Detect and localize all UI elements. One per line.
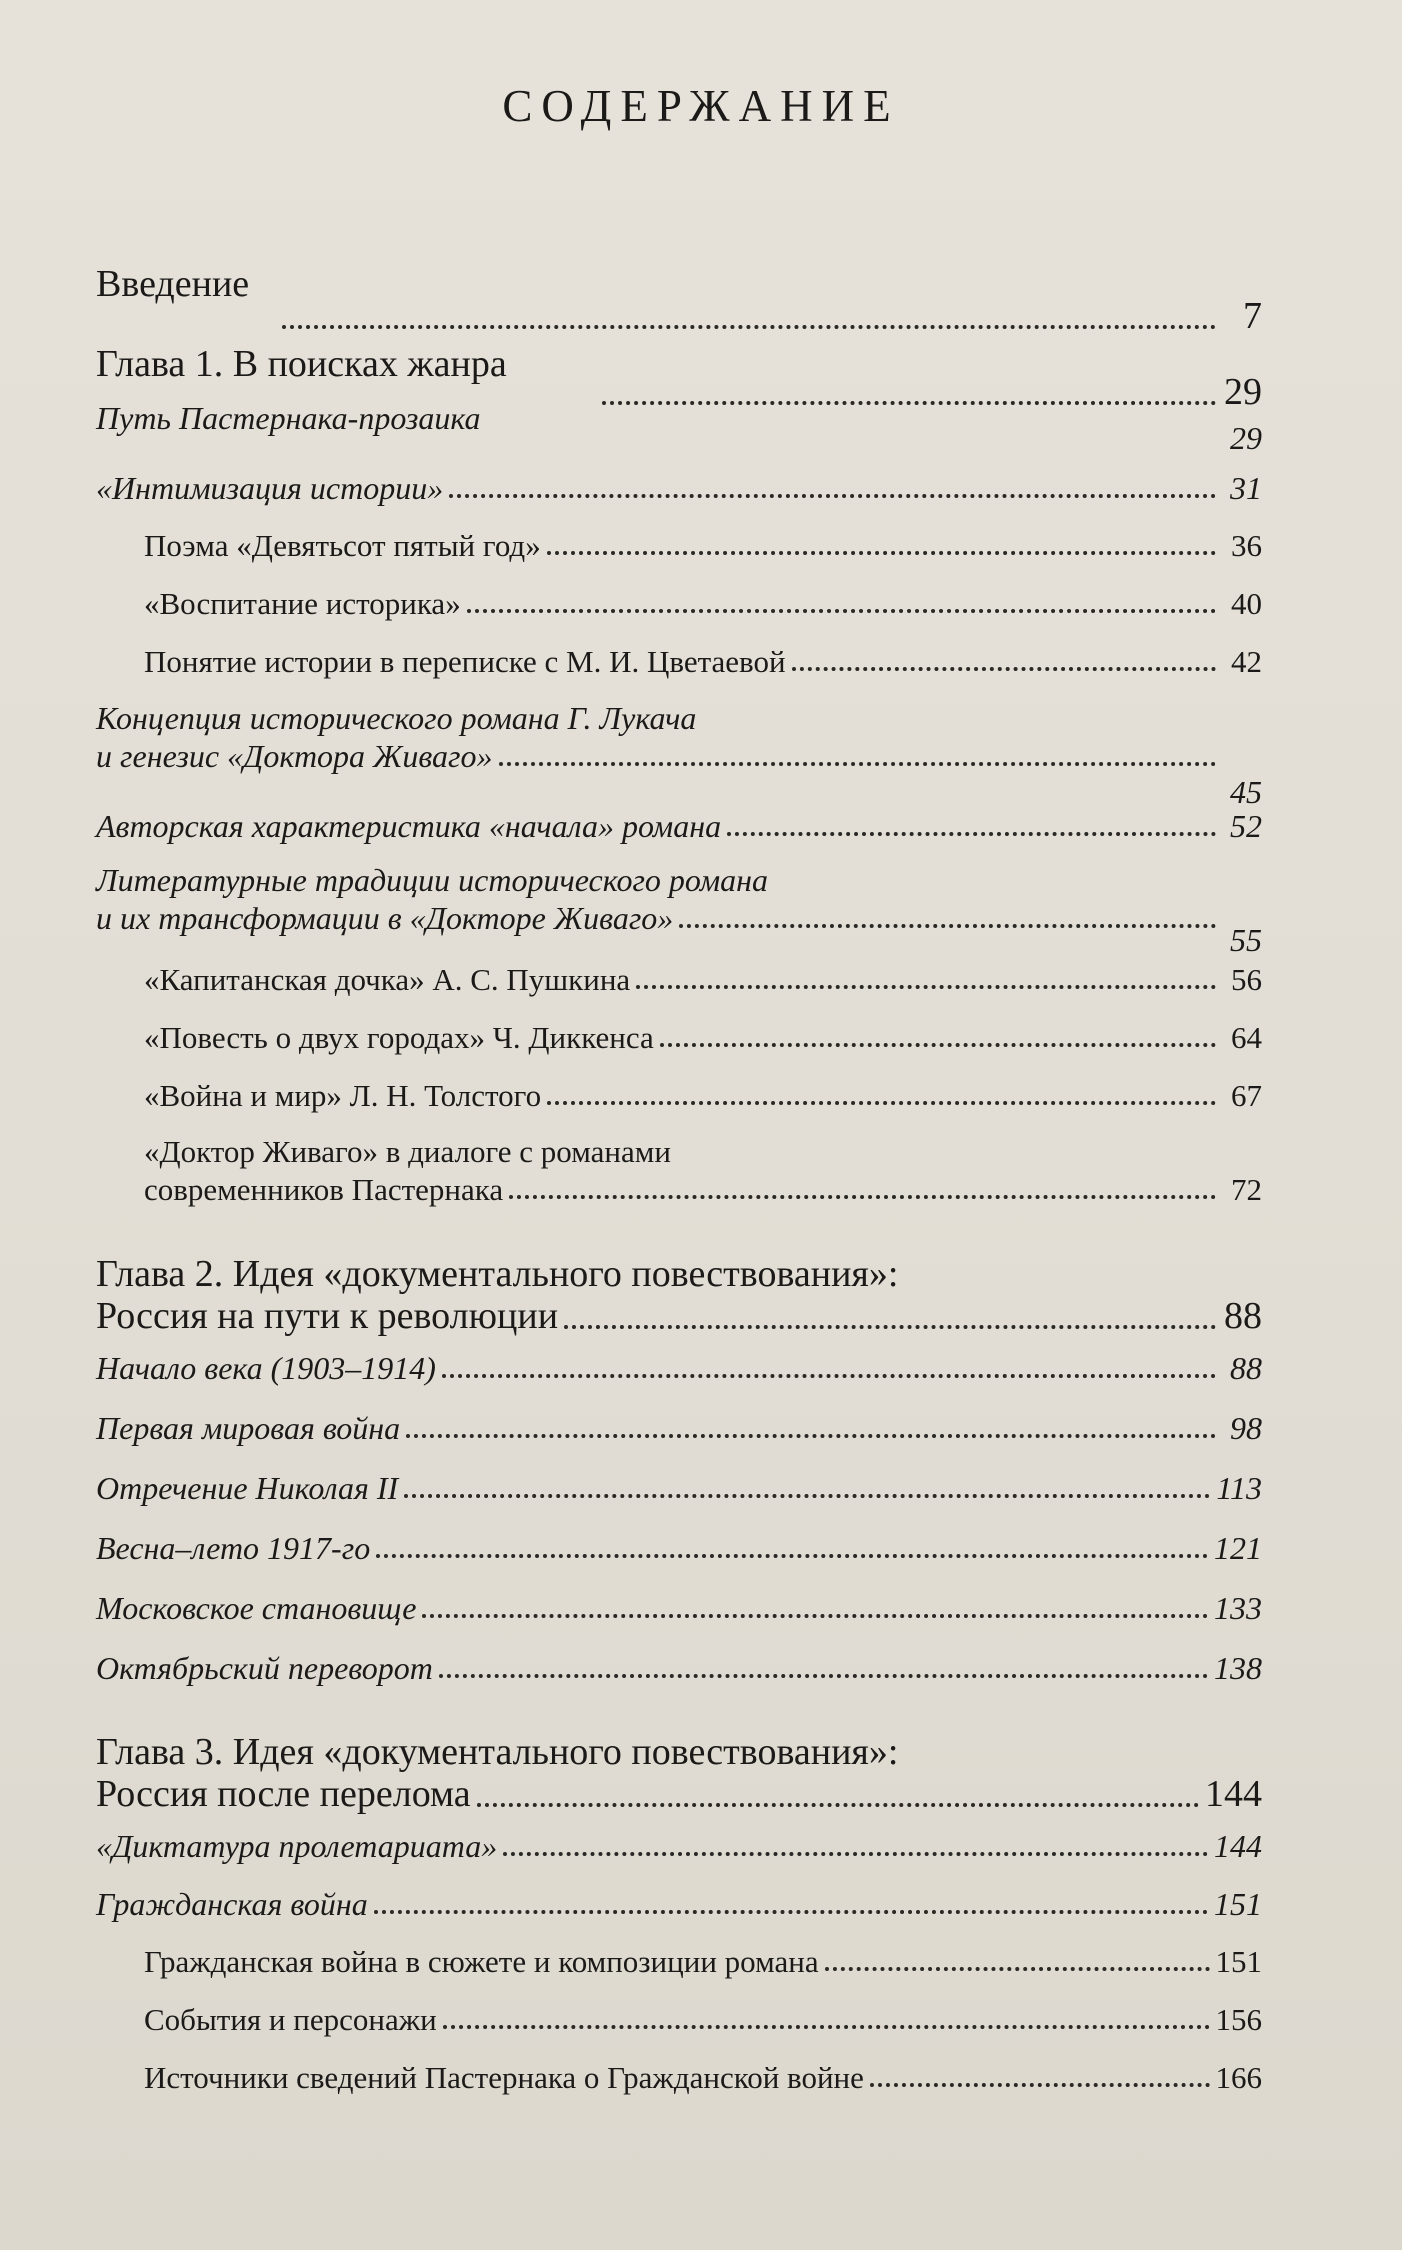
toc-entry[interactable] — [96, 1350, 1262, 1387]
toc-label-line-1: Литературные традиции исторического романа — [96, 862, 768, 898]
leader-dots — [404, 1494, 1210, 1498]
toc-entry[interactable] — [96, 1410, 1262, 1447]
page-number: 121 — [1214, 1530, 1262, 1566]
leader-dots — [509, 1195, 1216, 1199]
page-number: 88 — [1230, 1350, 1262, 1386]
page-number: 56 — [1231, 962, 1262, 997]
toc-label: «Повесть о двух городах» Ч. Диккенса — [144, 1020, 654, 1055]
leader-dots — [870, 2083, 1210, 2087]
leader-dots — [792, 667, 1216, 671]
page-number: 138 — [1214, 1650, 1262, 1686]
page-number: 64 — [1231, 1020, 1262, 1055]
toc-label-line-2: и генезис «Доктора Живаго» — [96, 738, 493, 774]
toc-label: Весна–лето 1917-го — [96, 1530, 371, 1566]
toc-entry-chapter-3[interactable] — [96, 1772, 1262, 1816]
leader-dots — [442, 1374, 1216, 1378]
toc-label: Авторская характеристика «начала» романа — [96, 808, 722, 844]
page-number: 31 — [1230, 470, 1262, 506]
page-number: 133 — [1214, 1590, 1262, 1626]
page-number: 151 — [1215, 1944, 1262, 1979]
leader-dots — [499, 762, 1216, 766]
toc-label: Источники сведений Пастернака о Гражданской войне — [144, 2060, 864, 2095]
leader-dots — [679, 924, 1216, 928]
toc-label-line-2: современников Пастернака — [144, 1172, 504, 1207]
toc-entry[interactable] — [96, 1828, 1262, 1865]
toc-label-line-2: и их трансформации в «Докторе Живаго» — [96, 900, 674, 936]
toc-entry[interactable] — [144, 1172, 1262, 1208]
page-number: 7 — [1243, 295, 1262, 337]
toc-entry[interactable] — [144, 644, 1262, 680]
leader-dots — [374, 1910, 1208, 1914]
toc-entry[interactable] — [96, 1886, 1262, 1923]
toc-entry[interactable] — [96, 420, 1262, 457]
leader-dots — [449, 494, 1216, 498]
toc-entry[interactable] — [144, 1944, 1262, 1980]
toc-label: События и персонажи — [144, 2002, 437, 2037]
page-number: 52 — [1230, 808, 1262, 844]
toc-label: Гражданская война — [96, 1886, 368, 1922]
toc-label: Путь Пастернака-прозаика — [96, 400, 481, 436]
toc-label: Московское становище — [96, 1590, 417, 1626]
toc-label: Первая мировая война — [96, 1410, 401, 1446]
leader-dots — [636, 985, 1216, 989]
page-number: 72 — [1231, 1172, 1262, 1207]
toc-label-chapter-1: Глава 1. В поисках жанра — [96, 343, 507, 385]
toc-label: «Интимизация истории» — [96, 470, 444, 506]
page-number: 144 — [1205, 1773, 1262, 1815]
page-number: 40 — [1231, 586, 1262, 621]
leader-dots — [282, 325, 1216, 329]
toc-label-line-1: Концепция исторического романа Г. Лукача — [96, 700, 697, 736]
page-number: 113 — [1216, 1470, 1262, 1506]
toc-entry[interactable] — [144, 962, 1262, 998]
page-number: 42 — [1231, 644, 1262, 679]
page-number: 144 — [1214, 1828, 1262, 1864]
toc-label-line-1: Глава 3. Идея «документального повествования»: — [96, 1731, 899, 1773]
toc-label: «Война и мир» Л. Н. Толстого — [144, 1078, 542, 1113]
page-number: 98 — [1230, 1410, 1262, 1446]
page-number: 67 — [1231, 1078, 1262, 1113]
toc-entry[interactable] — [96, 738, 1262, 810]
leader-dots — [443, 2025, 1210, 2029]
toc-entry[interactable] — [96, 470, 1262, 507]
page-title: СОДЕРЖАНИЕ — [502, 81, 900, 131]
toc-label: «Диктатура пролетариата» — [96, 1828, 498, 1864]
page-number: 29 — [1230, 420, 1262, 456]
toc-entry[interactable] — [96, 808, 1262, 845]
leader-dots — [602, 401, 1216, 405]
page-number: 45 — [1230, 774, 1262, 810]
leader-dots — [439, 1674, 1208, 1678]
page-number: 156 — [1215, 2002, 1262, 2037]
toc-entry[interactable] — [144, 586, 1262, 622]
leader-dots — [660, 1043, 1216, 1047]
leader-dots — [547, 1101, 1216, 1105]
leader-dots — [825, 1967, 1210, 1971]
page-number: 36 — [1231, 528, 1262, 563]
leader-dots — [376, 1554, 1208, 1558]
toc-entry[interactable] — [144, 1078, 1262, 1114]
toc-label: «Капитанская дочка» А. С. Пушкина — [144, 962, 631, 997]
page-number: 29 — [1224, 371, 1262, 413]
toc-label: «Воспитание историка» — [144, 586, 461, 621]
toc-label-line-1: «Доктор Живаго» в диалоге с романами — [144, 1134, 671, 1169]
toc-label-intro: Введение — [96, 263, 250, 305]
toc-label: Отречение Николая II — [96, 1470, 399, 1506]
toc-label: Гражданская война в сюжете и композиции романа — [144, 1944, 819, 1979]
toc-entry[interactable] — [96, 1470, 1262, 1507]
toc-entry[interactable] — [96, 1530, 1262, 1567]
toc-label-line-2: Россия после перелома — [96, 1773, 471, 1815]
page-number: 166 — [1215, 2060, 1262, 2095]
page-number: 88 — [1224, 1295, 1262, 1337]
leader-dots — [503, 1852, 1208, 1856]
toc-entry-chapter-2[interactable] — [96, 1294, 1262, 1338]
leader-dots — [727, 832, 1216, 836]
toc-entry[interactable] — [144, 2002, 1262, 2038]
toc-entry[interactable] — [144, 1020, 1262, 1056]
toc-label: Поэма «Девятьсот пятый год» — [144, 528, 541, 563]
toc-entry[interactable] — [96, 1650, 1262, 1687]
toc-entry-intro[interactable] — [96, 294, 1262, 338]
leader-dots — [406, 1434, 1216, 1438]
leader-dots — [422, 1614, 1208, 1618]
leader-dots — [477, 1803, 1199, 1807]
toc-entry[interactable] — [144, 2060, 1262, 2096]
toc-entry[interactable] — [96, 900, 1262, 958]
leader-dots — [564, 1325, 1216, 1329]
toc-label: Начало века (1903–1914) — [96, 1350, 436, 1386]
leader-dots — [547, 551, 1216, 555]
page-number: 55 — [1230, 922, 1262, 958]
toc-label-line-1: Глава 2. Идея «документального повествования»: — [96, 1253, 899, 1295]
toc-entry[interactable] — [144, 528, 1262, 564]
toc-label-line-2: Россия на пути к революции — [96, 1295, 559, 1337]
toc-label: Октябрьский переворот — [96, 1650, 433, 1686]
toc-entry[interactable] — [96, 1590, 1262, 1627]
leader-dots — [467, 609, 1216, 613]
page-number: 151 — [1214, 1886, 1262, 1922]
toc-label: Понятие истории в переписке с М. И. Цветаевой — [144, 644, 786, 679]
